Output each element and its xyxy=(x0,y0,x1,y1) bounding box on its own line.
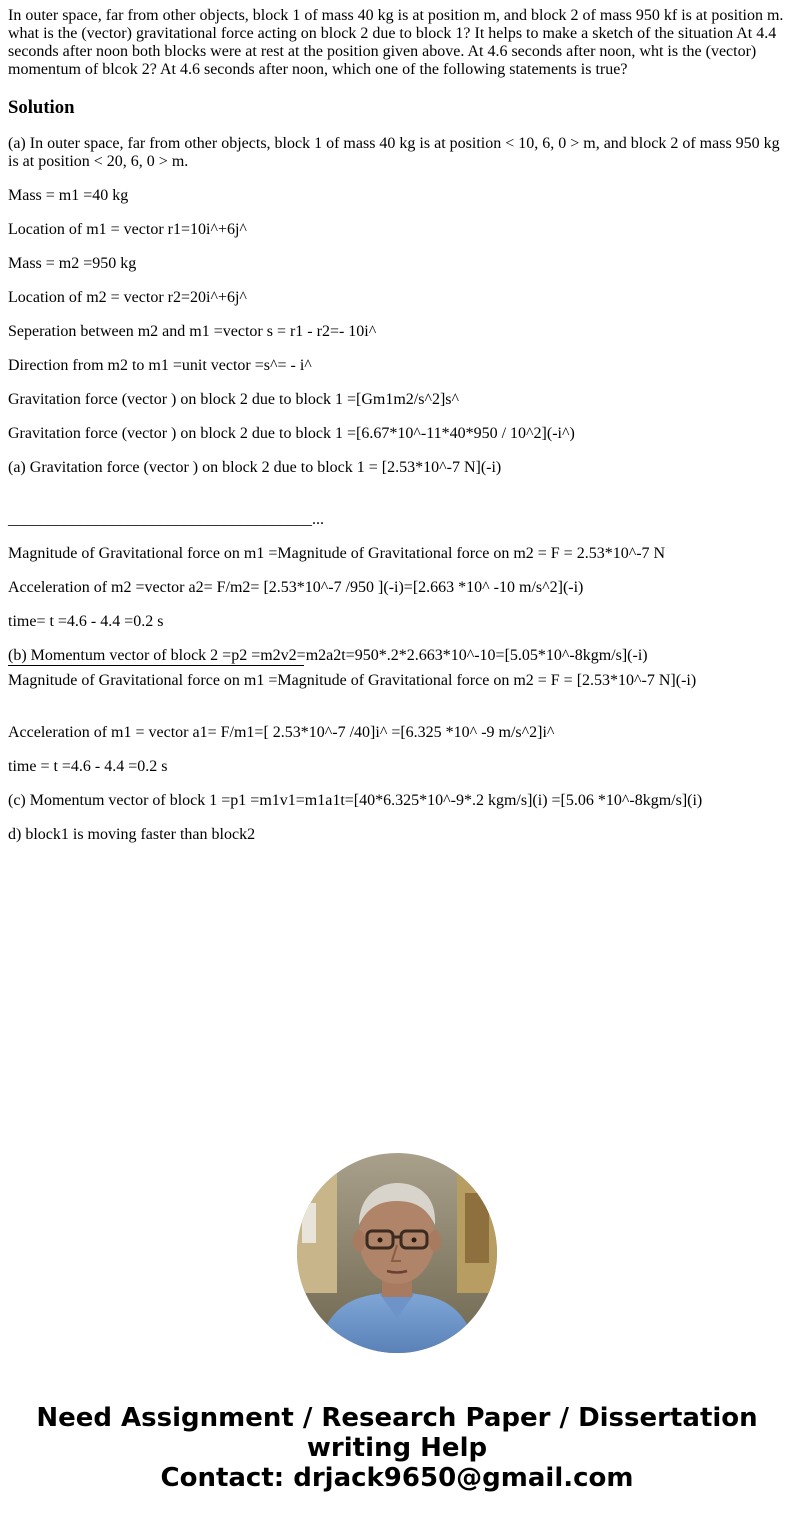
solution-line: Acceleration of m2 =vector a2= F/m2= [2.53*10^-7 /950 ](-i)=[2.663 *10^ -10 m/s^2](-i) xyxy=(8,579,584,596)
solution-line: Direction from m2 to m1 =unit vector =s^= - i^ xyxy=(8,357,312,374)
divider xyxy=(8,665,304,666)
solution-line: Mass = m2 =950 kg xyxy=(8,255,137,272)
solution-line: Acceleration of m1 = vector a1= F/m1=[ 2.53*10^-7 /40]i^ =[6.325 *10^ -9 m/s^2]i^ xyxy=(8,724,555,741)
answer-a: (a) Gravitation force (vector ) on block 2 due to block 1 = [2.53*10^-7 N](-i) xyxy=(8,459,502,476)
solution-line: time= t =4.6 - 4.4 =0.2 s xyxy=(8,613,164,630)
solution-line: (a) In outer space, far from other objects, block 1 of mass 40 kg is at position < 10, 6, 0 > m, and block 2 of mass 950 kg is at position < 20, 6, 0 > m. xyxy=(8,135,780,170)
solution-line: Seperation between m2 and m1 =vector s = r1 - r2=- 10i^ xyxy=(8,323,377,340)
solution-line: Mass = m1 =40 kg xyxy=(8,187,129,204)
contact-line: Contact: drjack9650@gmail.com xyxy=(160,1463,634,1493)
solution-line: Magnitude of Gravitational force on m1 =Magnitude of Gravitational force on m2 = F = 2.53*10^-7 N xyxy=(8,545,666,562)
solution-line: Gravitation force (vector ) on block 2 due to block 1 =[6.67*10^-11*40*950 / 10^2](-i^) xyxy=(8,425,575,442)
solution-line: Location of m1 = vector r1=10i^+6j^ xyxy=(8,221,247,238)
solution-line: Gravitation force (vector ) on block 2 due to block 1 =[Gm1m2/s^2]s^ xyxy=(8,391,460,408)
question-text: In outer space, far from other objects, block 1 of mass 40 kg is at position m, and block 2 of mass 950 kf is at position m. what is the (vector) gravitational force acting on block 2 due to block 1? It helps to make a sketch of the situation At 4.4 seconds after noon both blocks were at rest at the position given above. At 4.6 seconds after noon, wht is the (vector) momentum of blcok 2? At 4.6 seconds after noon, which one of the following statements is true? xyxy=(8,7,784,78)
author-portrait-icon xyxy=(297,1153,497,1353)
solution-line: time = t =4.6 - 4.4 =0.2 s xyxy=(8,758,168,775)
solution-heading: Solution xyxy=(8,97,75,118)
document-body xyxy=(8,7,786,844)
solution-line: Magnitude of Gravitational force on m1 =Magnitude of Gravitational force on m2 = F = [2.53*10^-7 N](-i) xyxy=(8,672,697,689)
answer-d: d) block1 is moving faster than block2 xyxy=(8,826,256,843)
author-avatar xyxy=(297,1153,497,1353)
answer-b: (b) Momentum vector of block 2 =p2 =m2v2=m2a2t=950*.2*2.663*10^-10=[5.05*10^-8kgm/s](-i) xyxy=(8,647,648,664)
solution-line: Location of m2 = vector r2=20i^+6j^ xyxy=(8,289,247,306)
banner-line: Need Assignment / Research Paper / Dissertation xyxy=(36,1403,758,1433)
separator-line: ______________________________________... xyxy=(8,511,324,528)
answer-c: (c) Momentum vector of block 1 =p1 =m1v1=m1a1t=[40*6.325*10^-9*.2 kgm/s](i) =[5.06 *10^-8kgm/s](i) xyxy=(8,792,703,809)
banner-line: writing Help xyxy=(306,1433,488,1463)
promo-banner xyxy=(0,1403,794,1493)
